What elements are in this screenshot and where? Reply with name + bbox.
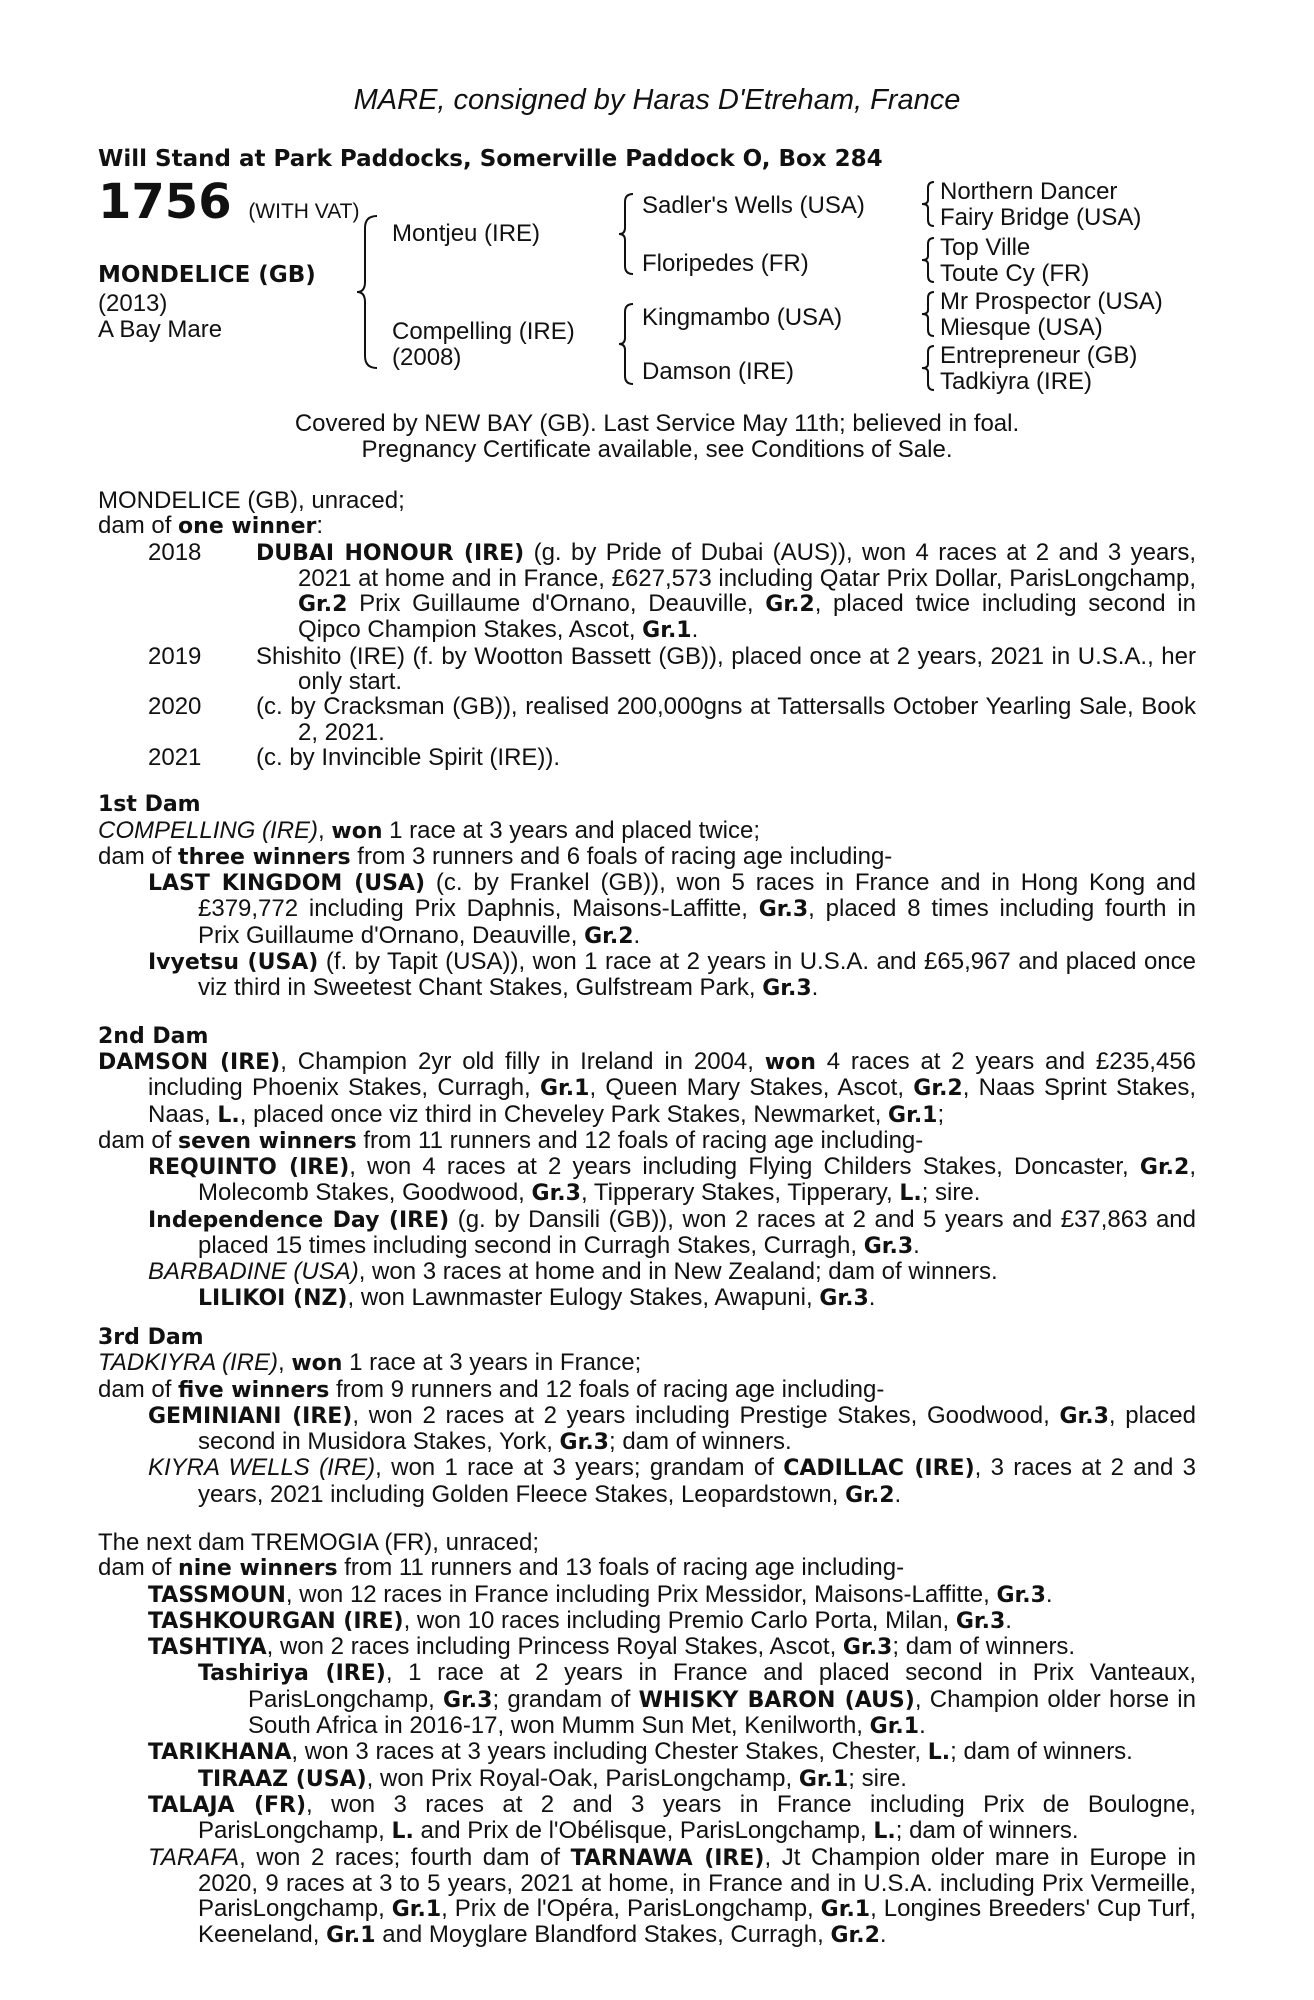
next-dam-entry: TASSMOUN, won 12 races in France including Prix Messidor, Maisons-Laffitte, Gr.3. [148, 1580, 1053, 1608]
horse-year: (2013) [98, 290, 168, 317]
lot-number-block [98, 174, 360, 230]
produce-row [98, 694, 1196, 745]
pedigree-brace-main [355, 212, 385, 372]
pedigree-brace-dam [617, 302, 637, 386]
pedigree-g2: Fairy Bridge (USA) [940, 204, 1142, 231]
first-dam-heading: 1st Dam [98, 792, 201, 818]
pedigree-sire-dam: Floripedes (FR) [642, 250, 809, 277]
covered-line: Covered by NEW BAY (GB). Last Service May 11th; believed in foal. [294, 410, 1020, 437]
pedigree-brace-g4 [920, 344, 938, 392]
second-dam-entry: Independence Day (IRE) (g. by Dansili (GB)), won 2 races at 2 and 5 years and £37,863 and placed 15 times including second in Curragh Stakes, Curragh, Gr.3. [148, 1205, 1197, 1260]
catalogue-body [98, 488, 1196, 1949]
produce-year: 2021 [148, 743, 202, 771]
next-dam-entry: TIRAAZ (USA), won Prix Royal-Oak, ParisLongchamp, Gr.1; sire. [198, 1764, 907, 1792]
second-dam-entry: REQUINTO (IRE), won 4 races at 2 years including Flying Childers Stakes, Doncaster, Gr.2, Molecomb Stakes, Goodwood, Gr.3, Tipperary Stakes, Tipperary, L.; sire. [148, 1153, 1196, 1207]
pedigree-sire: Montjeu (IRE) [392, 220, 541, 247]
first-dam-line: COMPELLING (IRE), won 1 race at 3 years and placed twice; [98, 816, 761, 844]
third-dam-entry: KIYRA WELLS (IRE), won 1 race at 3 years; grandam of CADILLAC (IRE), 3 races at 2 and 3 years, 2021 including Golden Fleece Stakes, Leopardstown, Gr.2. [148, 1454, 1197, 1508]
second-dam-heading: 2nd Dam [98, 1023, 209, 1049]
produce-row [98, 745, 1196, 770]
third-dam-line: TADKIYRA (IRE), won 1 race at 3 years in France; [98, 1349, 642, 1377]
produce-text: Shishito (IRE) (f. by Wootton Bassett (GB)), placed once at 2 years, 2021 in U.S.A., her only start. [256, 642, 1196, 696]
page-title: MARE, consigned by Haras D'Etreham, France [353, 84, 961, 116]
pedigree-brace-sire [617, 192, 637, 276]
pedigree-dam-year: (2008) [392, 344, 462, 371]
next-dam-entry: Tashiriya (IRE), 1 race at 2 years in France and placed second in Prix Vanteaux, ParisLongchamp, Gr.3; grandam of WHISKY BARON (AUS), Champion older horse in South Africa in 2016-17, won Mumm Sun Met, Kenilworth, Gr.1. [198, 1659, 1196, 1740]
second-dam-entry: LILIKOI (NZ), won Lawnmaster Eulogy Stakes, Awapuni, Gr.3. [198, 1283, 876, 1311]
pedigree-g5: Mr Prospector (USA) [940, 288, 1163, 315]
pedigree-g1: Northern Dancer [940, 178, 1118, 205]
pedigree-brace-g3 [920, 290, 938, 338]
first-dam-entry: Ivyetsu (USA) (f. by Tapit (USA)), won 1 race at 2 years in U.S.A. and £65,967 and placed once viz third in Sweetest Chant Stakes, Gulfstream Park, Gr.3. [148, 948, 1196, 1002]
produce-intro: MONDELICE (GB), unraced; [98, 487, 405, 514]
third-dam-summary: dam of five winners from 9 runners and 12 foals of racing age including- [98, 1375, 885, 1403]
first-dam-summary: dam of three winners from 3 runners and 6 foals of racing age including- [98, 842, 893, 870]
pedigree-g6: Miesque (USA) [940, 314, 1103, 341]
next-dam-entry: TARAFA, won 2 races; fourth dam of TARNAWA (IRE), Jt Champion older mare in Europe in 2020, 9 races at 3 to 5 years, 2021 at home, in France and in U.S.A. including Prix Vermeille, ParisLongchamp, Gr.1, Prix de l'Opéra, ParisLongchamp, Gr.1, Longines Breeders' Cup Turf, Keeneland, Gr.1 and Moyglare Blandford Stakes, Curragh, Gr.2. [148, 1843, 1197, 1949]
second-dam-line: DAMSON (IRE), Champion 2yr old filly in Ireland in 2004, won 4 races at 2 years and £235,456 including Phoenix Stakes, Curragh, Gr.1, Queen Mary Stakes, Ascot, Gr.2, Naas Sprint Stakes, Naas, L., placed once viz third in Cheveley Park Stakes, Newmarket, Gr.1; [98, 1047, 1197, 1128]
pedigree-g7: Entrepreneur (GB) [940, 342, 1138, 369]
third-dam-entry: GEMINIANI (IRE), won 2 races at 2 years including Prestige Stakes, Goodwood, Gr.3, placed second in Musidora Stakes, York, Gr.3; dam of winners. [148, 1401, 1197, 1456]
produce-year: 2018 [148, 538, 202, 566]
stand-location: Will Stand at Park Paddocks, Somerville Paddock O, Box 284 [98, 146, 883, 172]
produce-row [98, 644, 1196, 695]
next-dam-entry: TALAJA (FR), won 3 races at 2 and 3 years in France including Prix de Boulogne, ParisLongchamp, L. and Prix de l'Obélisque, ParisLongchamp, L.; dam of winners. [148, 1790, 1196, 1845]
third-dam-heading: 3rd Dam [98, 1324, 204, 1350]
produce-year: 2020 [148, 693, 202, 721]
pedigree-brace-g2 [920, 236, 938, 284]
next-dam-summary: dam of nine winners from 11 runners and 13 foals of racing age including- [98, 1554, 905, 1582]
pedigree-dam-dam: Damson (IRE) [642, 358, 795, 385]
produce-text: DUBAI HONOUR (IRE) (g. by Pride of Dubai (AUS)), won 4 races at 2 and 3 years, 2021 at home and in France, £627,573 including Qatar Prix Dollar, ParisLongchamp, Gr.2 Prix Guillaume d'Ornano, Deauville, Gr.2, placed twice including second in Qipco Champion Stakes, Ascot, Gr.1. [256, 538, 1196, 644]
pedigree-dam-sire: Kingmambo (USA) [642, 304, 843, 331]
produce-dam-of: dam of one winner: [98, 512, 324, 540]
next-dam-line: The next dam TREMOGIA (FR), unraced; [98, 1528, 540, 1556]
first-dam-entry: LAST KINGDOM (USA) (c. by Frankel (GB)), won 5 races in France and in Hong Kong and £379,772 including Prix Daphnis, Maisons-Laffitte, Gr.3, placed 8 times including fourth in Prix Guillaume d'Ornano, Deauville, Gr.2. [148, 869, 1197, 949]
produce-text: (c. by Cracksman (GB)), realised 200,000gns at Tattersalls October Yearling Sale, Book 2, 2021. [256, 693, 1196, 746]
pedigree-brace-g1 [920, 180, 938, 228]
next-dam-entry: TASHKOURGAN (IRE), won 10 races including Premio Carlo Porta, Milan, Gr.3. [148, 1606, 1012, 1634]
pedigree-dam: Compelling (IRE) [392, 318, 575, 345]
next-dam-entry: TASHTIYA, won 2 races including Princess Royal Stakes, Ascot, Gr.3; dam of winners. [148, 1633, 1076, 1661]
vat-label: (WITH VAT) [248, 200, 360, 223]
lot-number: 1756 [98, 174, 232, 230]
second-dam-summary: dam of seven winners from 11 runners and 12 foals of racing age including- [98, 1126, 924, 1154]
produce-year: 2019 [148, 642, 202, 670]
pedigree-g4: Toute Cy (FR) [940, 260, 1090, 287]
horse-name: MONDELICE (GB) [98, 262, 316, 288]
pedigree-g8: Tadkiyra (IRE) [940, 368, 1093, 395]
produce-text: (c. by Invincible Spirit (IRE)). [256, 743, 561, 771]
second-dam-entry: BARBADINE (USA), won 3 races at home and in New Zealand; dam of winners. [148, 1258, 998, 1286]
pedigree-g3: Top Ville [940, 234, 1031, 261]
produce-row [98, 540, 1196, 644]
horse-description: A Bay Mare [98, 316, 223, 343]
pedigree-sire-sire: Sadler's Wells (USA) [642, 192, 865, 219]
pregnancy-line: Pregnancy Certificate available, see Conditions of Sale. [361, 436, 953, 463]
next-dam-entry: TARIKHANA, won 3 races at 3 years including Chester Stakes, Chester, L.; dam of winners. [148, 1738, 1133, 1766]
